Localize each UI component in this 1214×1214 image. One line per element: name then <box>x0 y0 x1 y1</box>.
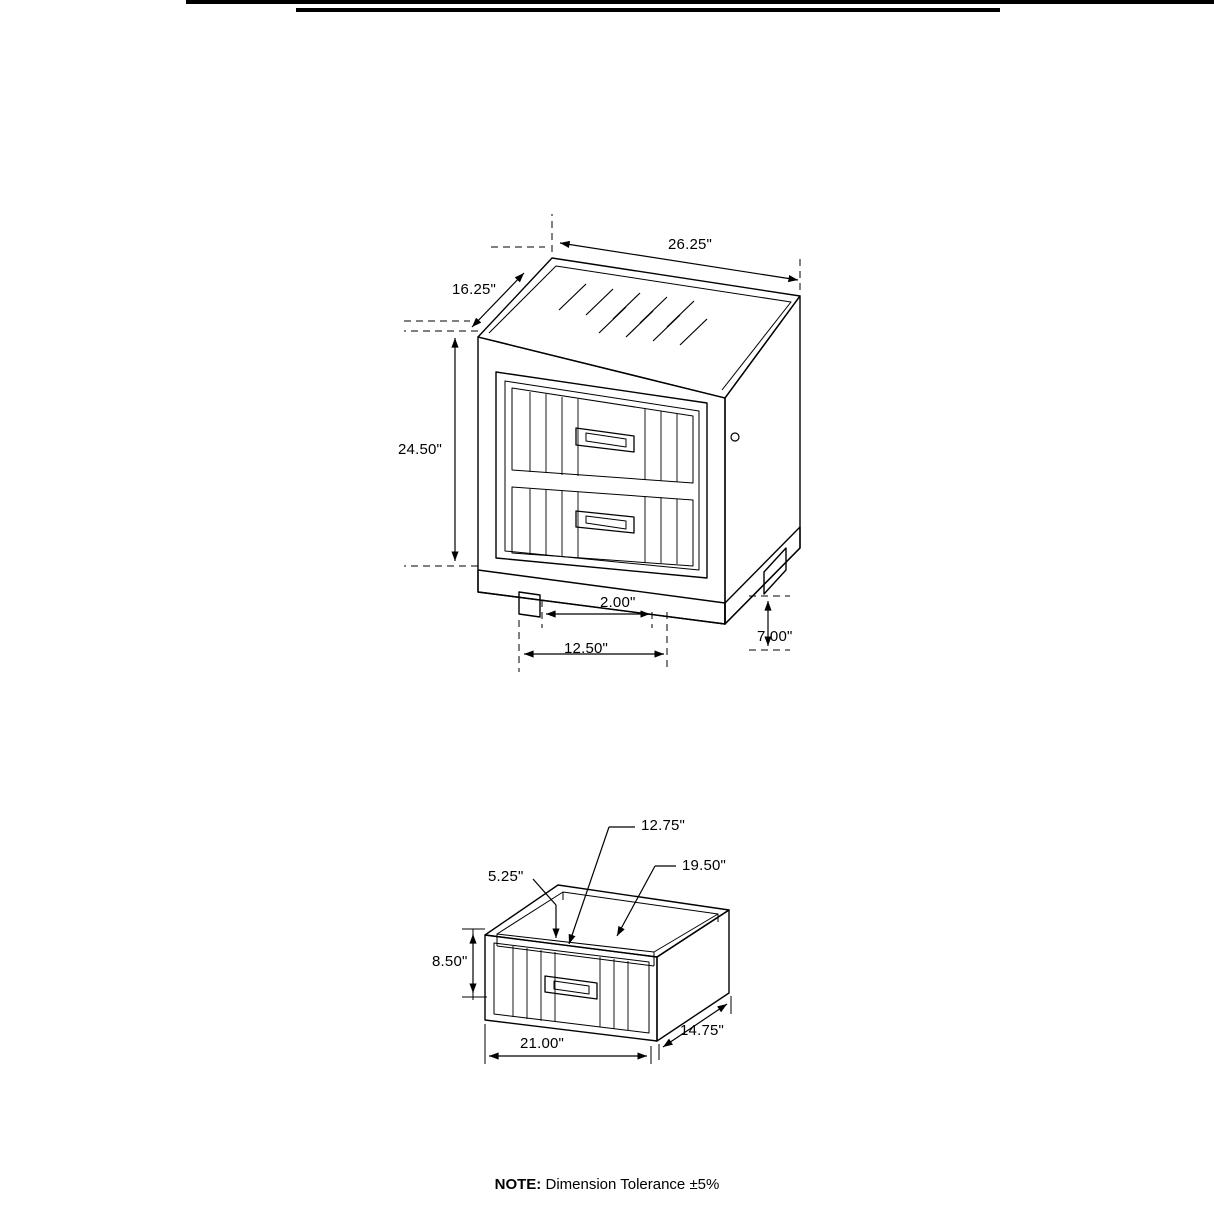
dim-label-height: 24.50" <box>398 441 443 458</box>
dim-label-width: 26.25" <box>668 236 713 253</box>
crop-marks <box>186 2 1214 10</box>
dimension-lines-view1 <box>455 243 798 654</box>
dim-label-depth: 16.25" <box>452 281 497 298</box>
dim-label-drawer-front-width: 21.00" <box>520 1035 565 1052</box>
dim-label-drawer-front-height: 8.50" <box>432 953 468 970</box>
dim-label-base-height: 7.00" <box>757 628 793 645</box>
tolerance-note-prefix: NOTE: <box>494 1176 542 1193</box>
tolerance-note <box>0 1176 1214 1193</box>
tolerance-note-text: Dimension Tolerance ±5% <box>541 1176 720 1193</box>
dim-label-base-inset: 2.00" <box>600 594 636 611</box>
top-grain-lines <box>559 284 707 345</box>
dim-label-drawer-interior-depth: 12.75" <box>641 817 686 834</box>
dim-label-drawer-interior-width: 19.50" <box>682 857 727 874</box>
nightstand-body <box>478 258 800 624</box>
dim-label-foot-span: 12.50" <box>564 640 609 657</box>
drawer-detail <box>485 885 729 1041</box>
dim-label-drawer-interior-height: 5.25" <box>488 868 524 885</box>
dim-label-drawer-side-depth: 14.75" <box>680 1022 725 1039</box>
